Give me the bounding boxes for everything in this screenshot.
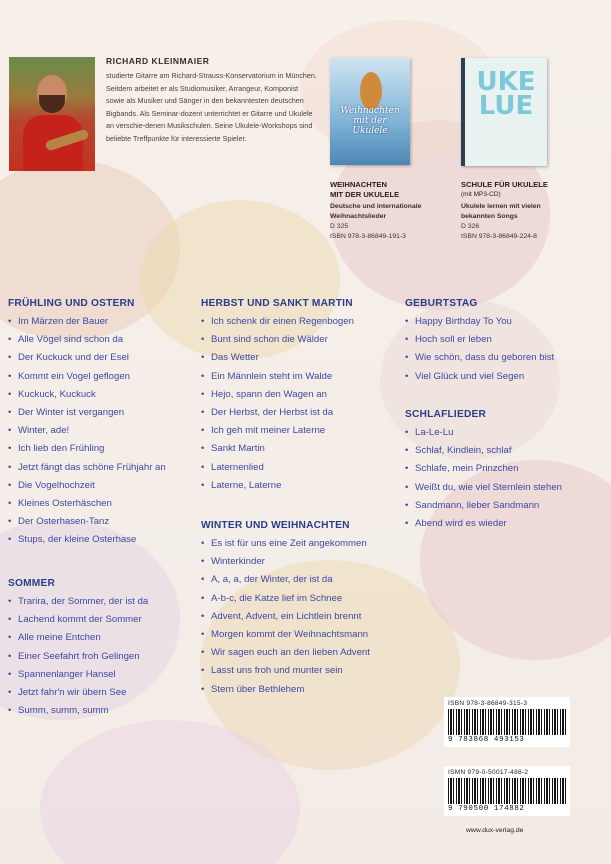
section-title: FRÜHLING UND OSTERN bbox=[8, 298, 135, 309]
isbn-barcode bbox=[444, 697, 570, 747]
song-item: • Stern über Bethlehem bbox=[201, 681, 370, 699]
song-item: • A, a, a, der Winter, der ist da bbox=[201, 571, 370, 589]
song-item: • Advent, Advent, ein Lichtlein brennt bbox=[201, 608, 370, 626]
song-item: • Der Winter ist vergangen bbox=[8, 404, 166, 422]
song-item: • Stups, der kleine Osterhase bbox=[8, 531, 166, 549]
song-item: • Spannenlanger Hansel bbox=[8, 666, 148, 684]
song-item: • Der Herbst, der Herbst ist da bbox=[201, 404, 354, 422]
song-item: • Kuckuck, Kuckuck bbox=[8, 386, 166, 404]
section-geburtstag bbox=[405, 297, 554, 386]
book-details: Ukulele lernen mit vielen bekannten Songs D 326 ISBN 978-3-86849-224-8 bbox=[461, 203, 541, 240]
song-item: • Schlafe, mein Prinzchen bbox=[405, 460, 562, 478]
song-item: • Jetzt fahr'n wir übern See bbox=[8, 684, 148, 702]
song-item: • Das Wetter bbox=[201, 349, 354, 367]
song-item: • Es ist für uns eine Zeit angekommen bbox=[201, 535, 370, 553]
song-item: • Summ, summ, summ bbox=[8, 702, 148, 720]
barcode-label: ISMN 979-0-50017-488-2 bbox=[448, 769, 529, 776]
section-title: SCHLAFLIEDER bbox=[405, 409, 487, 420]
song-item: • Laterne, Laterne bbox=[201, 477, 354, 495]
song-item: • Die Vogelhochzeit bbox=[8, 477, 166, 495]
barcode-number: 9 790500 174882 bbox=[448, 805, 525, 813]
song-item: • Bunt sind schon die Wälder bbox=[201, 331, 354, 349]
song-item: • Sankt Martin bbox=[201, 440, 354, 458]
song-item: • Hoch soll er leben bbox=[405, 331, 554, 349]
song-item: • Lachend kommt der Sommer bbox=[8, 611, 148, 629]
song-item: • Abend wird es wieder bbox=[405, 515, 562, 533]
book-weihnachten bbox=[330, 58, 420, 248]
song-item: • Jetzt fängt das schöne Frühjahr an bbox=[8, 459, 166, 477]
song-item: • Der Osterhasen-Tanz bbox=[8, 513, 166, 531]
section-title: SOMMER bbox=[8, 578, 56, 589]
barcode-bars bbox=[448, 709, 566, 735]
book-cover-title: UKE LUE bbox=[476, 67, 536, 121]
song-item: • Kleines Osterhäschen bbox=[8, 495, 166, 513]
song-item: • Der Kuckuck und der Esel bbox=[8, 349, 166, 367]
song-item: • Einer Seefahrt froh Gelingen bbox=[8, 648, 148, 666]
song-item: • Ich schenk dir einen Regenbogen bbox=[201, 313, 354, 331]
book-cover-title: Weihnachten mit der Ukulele bbox=[340, 106, 400, 136]
song-item: • Im Märzen der Bauer bbox=[8, 313, 166, 331]
song-item: • Ich lieb den Frühling bbox=[8, 440, 166, 458]
section-winter-und-weihnachten bbox=[201, 519, 370, 699]
song-item: • Ich geh mit meiner Laterne bbox=[201, 422, 354, 440]
song-item: • Wie schön, dass du geboren bist bbox=[405, 349, 554, 367]
barcode-bars bbox=[448, 778, 566, 804]
book-cover bbox=[461, 58, 547, 166]
song-item: • Hejo, spann den Wagen an bbox=[201, 386, 354, 404]
song-item: • Ein Männlein steht im Walde bbox=[201, 368, 354, 386]
song-item: • Schlaf, Kindlein, schlaf bbox=[405, 442, 562, 460]
song-item: • Laternenlied bbox=[201, 459, 354, 477]
section-title: GEBURTSTAG bbox=[405, 298, 478, 309]
song-item: • Weißt du, wie viel Sternlein stehen bbox=[405, 479, 562, 497]
song-list bbox=[8, 313, 166, 550]
section-herbst-und-sankt-martin bbox=[201, 297, 354, 495]
section-sommer bbox=[8, 577, 148, 720]
book-cover bbox=[330, 58, 410, 165]
song-list bbox=[8, 593, 148, 720]
song-list bbox=[201, 313, 354, 495]
section-schlaflieder bbox=[405, 408, 562, 533]
song-item: • Alle Vögel sind schon da bbox=[8, 331, 166, 349]
song-item: • Morgen kommt der Weihnachtsmann bbox=[201, 626, 370, 644]
song-item: • Trarira, der Sommer, der ist da bbox=[8, 593, 148, 611]
section-title: WINTER UND WEIHNACHTEN bbox=[201, 520, 350, 531]
section-title: HERBST UND SANKT MARTIN bbox=[201, 298, 353, 309]
song-item: • Sandmann, lieber Sandmann bbox=[405, 497, 562, 515]
song-item: • Alle meine Entchen bbox=[8, 629, 148, 647]
song-list bbox=[405, 424, 562, 533]
song-item: • Happy Birthday To You bbox=[405, 313, 554, 331]
publisher-website[interactable]: www.dux-verlag.de bbox=[466, 827, 524, 834]
book-title: SCHULE FÜR UKULELE (mit MP3-CD) bbox=[461, 180, 548, 198]
song-item: • La-Le-Lu bbox=[405, 424, 562, 442]
book-schule-ukulele bbox=[461, 58, 561, 248]
section-fruehling-und-ostern bbox=[8, 297, 166, 550]
ukulele-icon bbox=[360, 72, 382, 110]
song-item: • Kommt ein Vogel geflogen bbox=[8, 368, 166, 386]
ismn-barcode bbox=[444, 766, 570, 816]
book-title: WEIHNACHTEN MIT DER UKULELE bbox=[330, 180, 400, 199]
book-details: Deutsche und internationale Weihnachtslieder D 325 ISBN 978-3-86849-191-3 bbox=[330, 203, 422, 240]
author-photo bbox=[9, 57, 95, 171]
author-bio: studierte Gitarre am Richard-Strauss-Konservatorium in München. Seitdem arbeitet er als Studiomusiker, Arrangeur, Komponist sowie als Musiker und Sänger in den bekanntesten deutschen Bigbands. Als Seminar-dozent unterrichtet er Gitarre und Ukulele an verschie-denen Musikschulen. Seine Ukulele-Workshops sind beliebte Treffpunkte für interessierte Spieler. bbox=[106, 71, 317, 143]
song-item: • A-b-c, die Katze lief im Schnee bbox=[201, 590, 370, 608]
song-item: • Winter, ade! bbox=[8, 422, 166, 440]
song-item: • Viel Glück und viel Segen bbox=[405, 368, 554, 386]
barcode-number: 9 783868 493153 bbox=[448, 736, 525, 744]
author-name: RICHARD KLEINMAIER bbox=[106, 56, 210, 66]
song-item: • Wir sagen euch an den lieben Advent bbox=[201, 644, 370, 662]
barcode-label: ISBN 978-3-86849-315-3 bbox=[448, 700, 528, 707]
song-list bbox=[405, 313, 554, 386]
song-item: • Lasst uns froh und munter sein bbox=[201, 662, 370, 680]
song-list bbox=[201, 535, 370, 699]
song-item: • Winterkinder bbox=[201, 553, 370, 571]
